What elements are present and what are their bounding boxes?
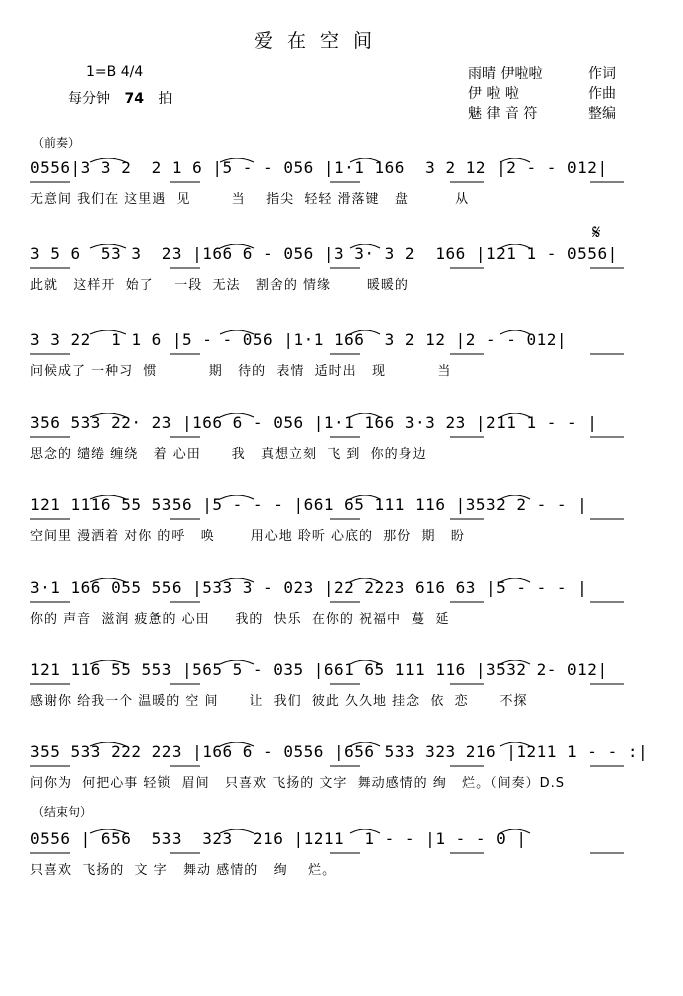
slur <box>350 495 380 499</box>
score-system <box>30 413 660 497</box>
slur <box>220 413 254 417</box>
slur <box>220 158 254 162</box>
ending-label: （结束句） <box>32 805 93 819</box>
lyrics-line: 空间里 漫洒着 对你 的呼 唤 用心地 聆听 心底的 那份 期 盼 <box>30 529 465 544</box>
lyrics-line: 感谢你 给我一个 温暖的 空 间 让 我们 彼此 久久地 挂念 依 恋 不探 <box>30 694 528 709</box>
slur <box>350 158 380 162</box>
notation-line: 3·1 166 055 556 |533 3 - 023 |22 2223 616 63 |5 - - - | <box>30 578 588 597</box>
slur <box>220 660 254 664</box>
slur <box>90 742 126 746</box>
slur <box>90 578 126 582</box>
tempo <box>68 88 172 108</box>
score-system <box>30 158 660 242</box>
slur <box>90 495 126 499</box>
slur <box>90 244 126 248</box>
lyrics-line: 问你为 何把心事 轻锁 眉间 只喜欢 飞扬的 文字 舞动感情的 绚 烂。（间奏）D.S <box>30 776 566 791</box>
credit-composer <box>468 83 616 103</box>
song-title: 爱在空间 <box>253 30 386 52</box>
score-system <box>30 660 660 744</box>
credit-role: 作词 <box>588 66 616 82</box>
score-system <box>30 829 660 913</box>
key-time-signature: 1=B 4/4 <box>86 64 144 80</box>
lyrics-line: 只喜欢 飞扬的 文 字 舞动 感情的 绚 烂。 <box>30 863 337 878</box>
slur <box>90 330 126 334</box>
slur <box>220 330 254 334</box>
notation-line: 0556 | 656 533 323 216 |1211 1 - - |1 - - 0 | <box>30 829 527 848</box>
slur <box>220 495 254 499</box>
notation-line: 356 533 22· 23 |166 6 - 056 |1·1 166 3·3 23 |211 1 - - | <box>30 413 598 432</box>
slur <box>220 244 254 248</box>
credit-name: 魅 律 音 符 <box>468 106 538 122</box>
slur-markings <box>30 660 660 690</box>
credit-name: 雨晴 伊啦啦 <box>468 66 543 82</box>
slur <box>500 578 530 582</box>
slur-markings <box>30 158 660 188</box>
intro-label: （前奏） <box>32 136 81 150</box>
slur <box>90 660 126 664</box>
credit-lyricist <box>468 63 616 83</box>
slur <box>350 244 380 248</box>
slur <box>500 495 530 499</box>
slur <box>90 829 126 833</box>
segno-icon: 𝄋 <box>592 220 601 244</box>
tempo-value: 74 <box>124 91 144 107</box>
lyrics-line: 问候成了 一种习 惯 期 待的 表情 适时出 现 当 <box>30 364 452 379</box>
tempo-unit: 拍 <box>158 91 173 107</box>
slur-markings <box>30 244 660 274</box>
slur <box>90 158 126 162</box>
score-system <box>30 578 660 662</box>
credit-name: 伊 啦 啦 <box>468 86 519 102</box>
slur-markings <box>30 742 660 772</box>
score-system <box>30 742 660 826</box>
slur <box>220 829 254 833</box>
slur <box>500 742 530 746</box>
slur <box>350 330 380 334</box>
credit-role: 整编 <box>588 106 616 122</box>
slur-markings <box>30 413 660 443</box>
slur <box>500 244 530 248</box>
slur-markings <box>30 578 660 608</box>
slur <box>350 742 380 746</box>
slur <box>350 829 380 833</box>
slur <box>500 330 530 334</box>
slur-markings <box>30 829 660 859</box>
credit-role: 作曲 <box>588 86 616 102</box>
score-system <box>30 330 660 414</box>
slur <box>350 578 380 582</box>
slur <box>500 158 530 162</box>
credit-arranger <box>468 103 616 123</box>
notation-line: 3 5 6 53 3 23 |166 6 - 056 |3 3· 3 2 166 |121 1 - 0556| <box>30 244 618 263</box>
tempo-label: 每分钟 <box>68 91 110 107</box>
slur-markings <box>30 495 660 525</box>
slur <box>500 660 530 664</box>
notation-line: 121 116 55 553 |565 5 - 035 |661 65 111 116 |3532 2- 012| <box>30 660 608 679</box>
notation-line: 0556|3 3 2 2 1 6 |5 - - 056 |1·1 166 3 2 12 |2 - - 012| <box>30 158 608 177</box>
lyrics-line: 此就 这样开 始了 一段 无法 割舍的 情缘 暖暖的 <box>30 278 409 293</box>
slur <box>90 413 126 417</box>
slur <box>350 660 380 664</box>
lyrics-line: 无意间 我们在 这里遇 见 当 指尖 轻轻 滑落键 盘 从 <box>30 192 470 207</box>
slur <box>220 742 254 746</box>
slur <box>220 578 254 582</box>
slur <box>500 829 530 833</box>
notation-line: 3 3 22 1 1 6 |5 - - 056 |1·1 166 3 2 12 |2 - - 012| <box>30 330 568 349</box>
slur <box>350 413 380 417</box>
notation-line: 355 533 222 223 |166 6 - 0556 |656 533 323 216 |1211 1 - - :| <box>30 742 649 761</box>
slur <box>500 413 530 417</box>
slur-markings <box>30 330 660 360</box>
notation-line: 121 1116 55 5356 |5 - - - |661 65 111 116 |3532 2 - - | <box>30 495 588 514</box>
score-system <box>30 495 660 579</box>
lyrics-line: 思念的 缱绻 缠绕 着 心田 我 真想立刻 飞 到 你的身边 <box>30 447 427 462</box>
score-system <box>30 244 660 328</box>
lyrics-line: 你的 声音 滋润 疲惫的 心田 我的 快乐 在你的 祝福中 蔓 延 <box>30 612 450 627</box>
